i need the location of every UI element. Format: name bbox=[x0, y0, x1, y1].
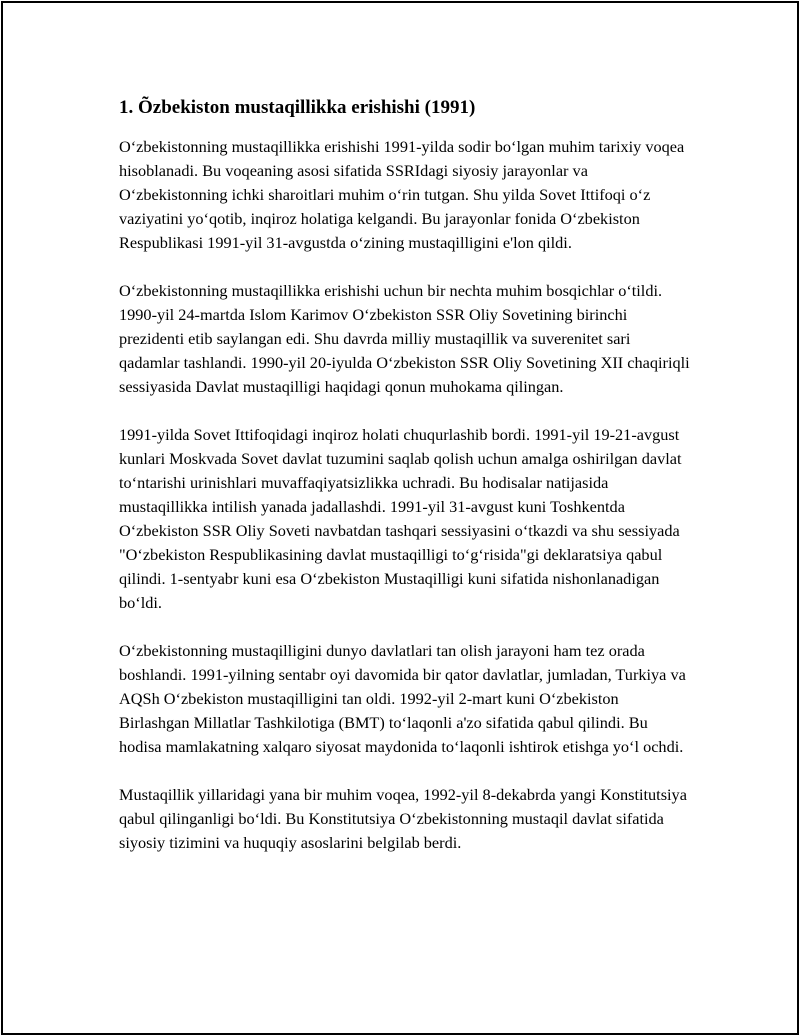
section-title: 1. Õzbekiston mustaqillikka erishishi (1991) bbox=[119, 97, 476, 118]
paragraph-4: O‘zbekistonning mustaqilligini dunyo davlatlari tan olish jarayoni ham tez orada boshlandi. 1991-yilning sentabr oyi davomida bir qator davlatlar, jumladan, Turkiya va AQSh O‘zbekiston mustaqilligini tan oldi. 1992-yil 2-mart kuni O‘zbekiston Birlashgan Millatlar Tashkilotiga (BMT) to‘laqonli a'zo sifatida qabul qilindi. Bu hodisa mamlakatning xalqaro siyosat maydonida to‘laqonli ishtirok etishga yo‘l ochdi. bbox=[119, 641, 686, 756]
document-page bbox=[1, 1, 799, 1035]
paragraph-1: O‘zbekistonning mustaqillikka erishishi 1991-yilda sodir bo‘lgan muhim tarixiy voqea hisoblanadi. Bu voqeaning asosi sifatida SSRIdagi siyosiy jarayonlar va O‘zbekistonning ichki sharoitlari muhim o‘rin tutgan. Shu yilda Sovet Ittifoqi o‘z vaziyatini yo‘qotib, inqiroz holatiga kelgandi. Bu jarayonlar fonida O‘zbekiston Respublikasi 1991-yil 31-avgustda o‘zining mustaqilligini e'lon qildi. bbox=[119, 137, 685, 252]
document-body bbox=[119, 95, 691, 879]
paragraph-2: O‘zbekistonning mustaqillikka erishishi uchun bir nechta muhim bosqichlar o‘tildi. 1990-yil 24-martda Islom Karimov O‘zbekiston SSR Oliy Sovetining birinchi prezidenti etib saylangan edi. Shu davrda milliy mustaqillik va suverenitet sari qadamlar tashlandi. 1990-yil 20-iyulda O‘zbekiston SSR Oliy Sovetining XII chaqiriqli sessiyasida Davlat mustaqilligi haqidagi qonun muhokama qilingan. bbox=[119, 281, 690, 396]
paragraph-5: Mustaqillik yillaridagi yana bir muhim voqea, 1992-yil 8-dekabrda yangi Konstitutsiya qabul qilinganligi bo‘ldi. Bu Konstitutsiya O‘zbekistonning mustaqil davlat sifatida siyosiy tizimini va huquqiy asoslarini belgilab berdi. bbox=[119, 785, 687, 852]
paragraph-3: 1991-yilda Sovet Ittifoqidagi inqiroz holati chuqurlashib bordi. 1991-yil 19-21-avgust kunlari Moskvada Sovet davlat tuzumini saqlab qolish uchun amalga oshirilgan davlat to‘ntarishi urinishlari muvaffaqiyatsizlikka uchradi. Bu hodisalar natijasida mustaqillikka intilish yanada jadallashdi. 1991-yil 31-avgust kuni Toshkentda O‘zbekiston SSR Oliy Soveti navbatdan tashqari sessiyasini o‘tkazdi va shu sessiyada "O‘zbekiston Respublikasining davlat mustaqilligi to‘g‘risida"gi deklaratsiya qabul qilindi. 1-sentyabr kuni esa O‘zbekiston Mustaqilligi kuni sifatida nishonlanadigan bo‘ldi. bbox=[119, 425, 682, 612]
